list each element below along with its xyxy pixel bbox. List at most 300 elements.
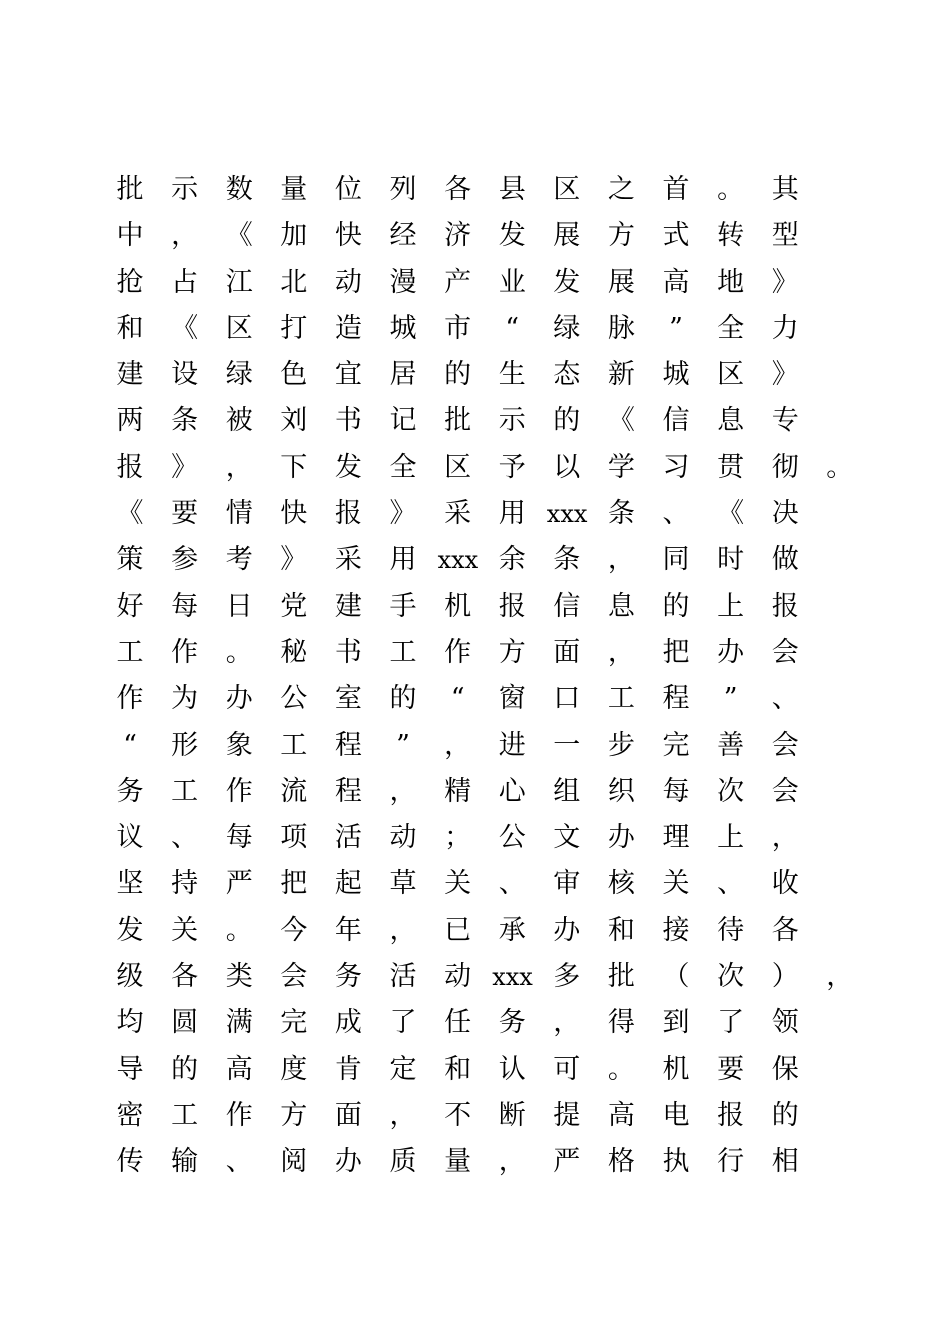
text-char: 承 [498, 914, 526, 946]
text-char: 严 [553, 1146, 581, 1178]
text-char: 把 [662, 636, 690, 668]
text-char: 北 [280, 266, 308, 298]
text-line [116, 167, 844, 213]
text-char: 质 [389, 1146, 417, 1178]
text-char: 工 [116, 636, 144, 668]
text-char: 接 [662, 914, 690, 946]
text-char: 快 [334, 220, 362, 252]
text-char: 领 [771, 1007, 799, 1039]
text-char: 输 [171, 1146, 199, 1178]
text-line [124, 723, 844, 769]
text-line [116, 676, 844, 722]
text-char: 好 [116, 590, 144, 622]
text-char: 各 [171, 961, 199, 993]
text-char: 办 [607, 822, 635, 854]
text-char: 高 [225, 1053, 253, 1085]
text-char: 程 [662, 683, 690, 715]
text-char: ， [826, 961, 854, 993]
text-char: 余 [498, 544, 526, 576]
text-char: 全 [389, 451, 417, 483]
text-char: 和 [607, 914, 635, 946]
text-char: 作 [444, 636, 472, 668]
text-char: 考 [225, 544, 253, 576]
text-char: 区 [717, 359, 745, 391]
text-char: 《 [171, 312, 199, 344]
text-char: 》 [389, 498, 417, 530]
text-char: 学 [607, 451, 635, 483]
text-char: 、 [771, 683, 799, 715]
text-char: 的 [662, 590, 690, 622]
text-char: 宜 [334, 359, 362, 391]
text-char: 占 [171, 266, 199, 298]
text-char: 采 [444, 498, 472, 530]
text-char: xxx [437, 546, 479, 575]
text-char: 心 [498, 775, 526, 807]
text-char: 力 [771, 312, 799, 344]
text-char: 采 [334, 544, 362, 576]
text-line [116, 352, 844, 398]
text-char: 面 [334, 1099, 362, 1131]
text-line [116, 213, 844, 259]
text-char: 精 [444, 775, 472, 807]
text-char: 项 [280, 822, 308, 854]
text-char: ， [444, 729, 472, 761]
text-char: 务 [116, 775, 144, 807]
text-char: 书 [334, 636, 362, 668]
text-char: 济 [444, 220, 472, 252]
text-char: xxx [546, 500, 588, 529]
text-char: “ [123, 729, 137, 761]
text-char: 、 [717, 868, 745, 900]
text-char: 。 [607, 1053, 635, 1085]
text-char: 每 [662, 775, 690, 807]
text-char: 列 [389, 174, 417, 205]
text-char: 提 [553, 1099, 581, 1131]
text-char: 动 [389, 822, 417, 854]
text-char: 高 [662, 266, 690, 298]
text-char: 条 [171, 405, 199, 437]
text-char: “ [450, 683, 465, 715]
text-char: 。 [717, 174, 745, 205]
text-char: 的 [171, 1053, 199, 1085]
text-char: 行 [717, 1146, 745, 1178]
text-char: 秘 [280, 636, 308, 668]
text-char: 予 [498, 451, 526, 483]
text-char: 脉 [607, 312, 635, 344]
text-char: 决 [771, 498, 799, 530]
text-char: 和 [116, 312, 144, 344]
text-char: 保 [771, 1053, 799, 1085]
text-char: 工 [389, 636, 417, 668]
text-char: 务 [334, 961, 362, 993]
text-char: 县 [498, 174, 526, 205]
text-char: 经 [389, 220, 417, 252]
text-char: 每 [171, 590, 199, 622]
text-char: 生 [498, 359, 526, 391]
text-char: 》 [171, 451, 199, 483]
text-char: 刘 [280, 405, 308, 437]
text-char: 报 [116, 451, 144, 483]
text-char: 了 [717, 1007, 745, 1039]
text-char: 两 [116, 405, 144, 437]
text-char: 手 [389, 590, 417, 622]
text-char: 发 [334, 451, 362, 483]
text-char: 定 [389, 1053, 417, 1085]
text-char: 各 [771, 914, 799, 946]
text-char: 示 [171, 174, 199, 205]
text-char: 把 [280, 868, 308, 900]
text-line [116, 954, 854, 1000]
text-char: 会 [771, 775, 799, 807]
text-char: 地 [717, 266, 745, 298]
text-char: 和 [444, 1053, 472, 1085]
text-char: 条 [553, 544, 581, 576]
text-char: ， [389, 1099, 417, 1131]
text-char: 收 [771, 868, 799, 900]
text-char: 发 [553, 266, 581, 298]
text-char: 程 [334, 729, 362, 761]
text-char: 相 [771, 1146, 799, 1178]
text-line [116, 1000, 844, 1046]
text-char: 阅 [280, 1146, 308, 1178]
text-char: 其 [771, 174, 799, 205]
text-char: 作 [171, 636, 199, 668]
text-char: 专 [771, 405, 799, 437]
text-char: 关 [171, 914, 199, 946]
text-char: 、 [498, 868, 526, 900]
text-char: 圆 [171, 1007, 199, 1039]
text-char: 均 [116, 1007, 144, 1039]
text-char: 市 [444, 312, 472, 344]
text-char: ， [771, 822, 799, 854]
text-char: 下 [280, 451, 308, 483]
text-char: ） [771, 961, 799, 993]
text-char: 议 [116, 822, 144, 854]
text-char: 办 [334, 1146, 362, 1178]
text-char: 之 [607, 174, 635, 205]
text-char: 活 [389, 961, 417, 993]
text-char: 电 [662, 1099, 690, 1131]
text-char: 坚 [116, 868, 144, 900]
text-char: 业 [498, 266, 526, 298]
text-char: 城 [662, 359, 690, 391]
text-char: 书 [334, 405, 362, 437]
text-char: 《 [717, 498, 745, 530]
text-char: 持 [171, 868, 199, 900]
text-char: 传 [116, 1146, 144, 1178]
text-char: 。 [826, 451, 854, 483]
text-char: xxx [492, 963, 533, 992]
text-char: 执 [662, 1146, 690, 1178]
text-char: 策 [116, 544, 144, 576]
text-char: 完 [280, 1007, 308, 1039]
text-char: 今 [280, 914, 308, 946]
text-char: 办 [717, 636, 745, 668]
text-char: 严 [225, 868, 253, 900]
text-char: 动 [444, 961, 472, 993]
text-char: 建 [116, 359, 144, 391]
text-char: 城 [389, 312, 417, 344]
text-char: 导 [116, 1053, 144, 1085]
text-char: 形 [171, 729, 199, 761]
text-char: 完 [662, 729, 690, 761]
text-char: 窗 [498, 683, 526, 715]
text-char: 进 [498, 729, 526, 761]
body-text [116, 167, 854, 1186]
text-char: 象 [225, 729, 253, 761]
text-char: 公 [498, 822, 526, 854]
text-char: 加 [280, 220, 308, 252]
text-char: 量 [280, 174, 308, 205]
text-char: 高 [607, 1099, 635, 1131]
text-char: 作 [225, 775, 253, 807]
text-char: ” [669, 312, 683, 344]
text-char: 织 [607, 775, 635, 807]
text-char: 文 [553, 822, 581, 854]
text-line [116, 630, 844, 676]
text-char: 展 [607, 266, 635, 298]
text-char: 漫 [389, 266, 417, 298]
text-char: ” [396, 729, 410, 761]
text-char: 机 [444, 590, 472, 622]
text-line [116, 1093, 844, 1139]
text-char: 首 [662, 174, 690, 205]
text-char: 方 [607, 220, 635, 252]
text-char: 任 [444, 1007, 472, 1039]
text-line [116, 1047, 844, 1093]
text-line [116, 1139, 844, 1185]
text-char: 的 [771, 1099, 799, 1131]
text-char: 得 [607, 1007, 635, 1039]
text-char: 党 [280, 590, 308, 622]
text-char: 报 [334, 498, 362, 530]
text-char: 格 [607, 1146, 635, 1178]
text-char: 机 [662, 1053, 690, 1085]
text-char: 参 [171, 544, 199, 576]
text-char: 。 [225, 914, 253, 946]
text-char: 发 [116, 914, 144, 946]
text-char: 型 [771, 220, 799, 252]
text-char: 《 [225, 220, 253, 252]
text-char: 报 [717, 1099, 745, 1131]
text-char: ， [607, 544, 635, 576]
text-char: 室 [334, 683, 362, 715]
text-char: 上 [717, 822, 745, 854]
text-char: 新 [607, 359, 635, 391]
text-char: 程 [334, 775, 362, 807]
text-char: 会 [771, 636, 799, 668]
text-char: 公 [280, 683, 308, 715]
text-char: 区 [553, 174, 581, 205]
text-char: 《 [116, 498, 144, 530]
text-char: 要 [717, 1053, 745, 1085]
text-line [116, 537, 844, 583]
text-char: 不 [444, 1099, 472, 1131]
text-char: 批 [607, 961, 635, 993]
text-char: 活 [334, 822, 362, 854]
text-char: 断 [498, 1099, 526, 1131]
text-char: 上 [717, 590, 745, 622]
text-char: 打 [280, 312, 308, 344]
text-char: ， [553, 1007, 581, 1039]
text-char: 待 [717, 914, 745, 946]
text-char: 快 [280, 498, 308, 530]
text-line [116, 769, 844, 815]
text-char: 、 [662, 498, 690, 530]
text-char: 工 [171, 1099, 199, 1131]
text-char: 为 [171, 683, 199, 715]
text-char: ， [171, 220, 199, 252]
text-char: 善 [717, 729, 745, 761]
text-char: 数 [225, 174, 253, 205]
text-char: 关 [662, 868, 690, 900]
text-char: 理 [662, 822, 690, 854]
text-line [116, 306, 844, 352]
text-line [116, 260, 844, 306]
text-char: 多 [553, 961, 581, 993]
text-char: 口 [553, 683, 581, 715]
text-char: 审 [553, 868, 581, 900]
text-char: 绿 [553, 312, 581, 344]
text-line [116, 584, 844, 630]
text-char: 中 [116, 220, 144, 252]
text-char: 信 [662, 405, 690, 437]
text-char: 》 [280, 544, 308, 576]
text-char: 。 [225, 636, 253, 668]
text-char: 息 [607, 590, 635, 622]
text-char: （ [662, 961, 690, 993]
text-char: 《 [607, 405, 635, 437]
text-char: 用 [389, 544, 417, 576]
text-char: 作 [116, 683, 144, 715]
text-char: 区 [225, 312, 253, 344]
text-char: 关 [444, 868, 472, 900]
text-char: 认 [498, 1053, 526, 1085]
text-char: 办 [225, 683, 253, 715]
text-char: 的 [389, 683, 417, 715]
text-char: 会 [280, 961, 308, 993]
text-char: 工 [607, 683, 635, 715]
text-char: ， [225, 451, 253, 483]
text-char: 批 [116, 174, 144, 205]
text-char: 满 [225, 1007, 253, 1039]
text-char: 年 [334, 914, 362, 946]
text-char: 条 [607, 498, 635, 530]
text-char: ， [498, 1146, 526, 1178]
text-char: 、 [225, 1146, 253, 1178]
text-char: 作 [225, 1099, 253, 1131]
text-char: 发 [498, 220, 526, 252]
text-char: 级 [116, 961, 144, 993]
text-char: 核 [607, 868, 635, 900]
text-char: 信 [553, 590, 581, 622]
text-line [116, 861, 844, 907]
text-line [116, 445, 854, 491]
text-char: 情 [225, 498, 253, 530]
text-char: 全 [717, 312, 745, 344]
text-char: 、 [171, 822, 199, 854]
text-char: 面 [553, 636, 581, 668]
text-char: 被 [225, 405, 253, 437]
text-char: 》 [771, 359, 799, 391]
text-char: 报 [771, 590, 799, 622]
text-char: 量 [444, 1146, 472, 1178]
text-char: 草 [389, 868, 417, 900]
text-char: 起 [334, 868, 362, 900]
text-char: 可 [553, 1053, 581, 1085]
text-char: 会 [771, 729, 799, 761]
text-char: 要 [171, 498, 199, 530]
text-char: 时 [717, 544, 745, 576]
text-char: 区 [444, 451, 472, 483]
text-char: ， [389, 914, 417, 946]
text-char: 位 [334, 174, 362, 205]
text-line [116, 908, 844, 954]
text-char: 》 [771, 266, 799, 298]
text-char: 流 [280, 775, 308, 807]
text-char: 转 [717, 220, 745, 252]
text-char: “ [505, 312, 520, 344]
text-char: 务 [498, 1007, 526, 1039]
text-char: ” [723, 683, 738, 715]
text-char: ； [444, 822, 472, 854]
text-char: 的 [553, 405, 581, 437]
text-char: 类 [225, 961, 253, 993]
text-char: 以 [553, 451, 581, 483]
text-char: 息 [717, 405, 745, 437]
text-char: 彻 [771, 451, 799, 483]
text-char: 贯 [717, 451, 745, 483]
text-char: 动 [334, 266, 362, 298]
text-char: 抢 [116, 266, 144, 298]
text-char: 绿 [225, 359, 253, 391]
text-char: 批 [444, 405, 472, 437]
text-char: 习 [662, 451, 690, 483]
text-char: 设 [171, 359, 199, 391]
text-char: 展 [553, 220, 581, 252]
text-line [116, 398, 844, 444]
text-char: 日 [225, 590, 253, 622]
text-char: 方 [280, 1099, 308, 1131]
text-char: 造 [334, 312, 362, 344]
text-char: 记 [389, 405, 417, 437]
text-char: 每 [225, 822, 253, 854]
text-char: 用 [498, 498, 526, 530]
text-char: ， [389, 775, 417, 807]
text-char: ， [607, 636, 635, 668]
text-char: 式 [662, 220, 690, 252]
text-char: 步 [607, 729, 635, 761]
text-char: 色 [280, 359, 308, 391]
text-char: 建 [334, 590, 362, 622]
text-char: 肯 [334, 1053, 362, 1085]
text-char: 成 [334, 1007, 362, 1039]
text-char: 报 [498, 590, 526, 622]
text-char: 产 [444, 266, 472, 298]
text-char: 工 [171, 775, 199, 807]
text-char: 密 [116, 1099, 144, 1131]
text-line [116, 491, 844, 537]
text-char: 次 [717, 775, 745, 807]
text-char: 了 [389, 1007, 417, 1039]
text-char: 到 [662, 1007, 690, 1039]
text-line [116, 815, 844, 861]
text-char: 做 [771, 544, 799, 576]
text-char: 已 [444, 914, 472, 946]
text-char: 工 [280, 729, 308, 761]
text-char: 江 [225, 266, 253, 298]
text-char: 居 [389, 359, 417, 391]
